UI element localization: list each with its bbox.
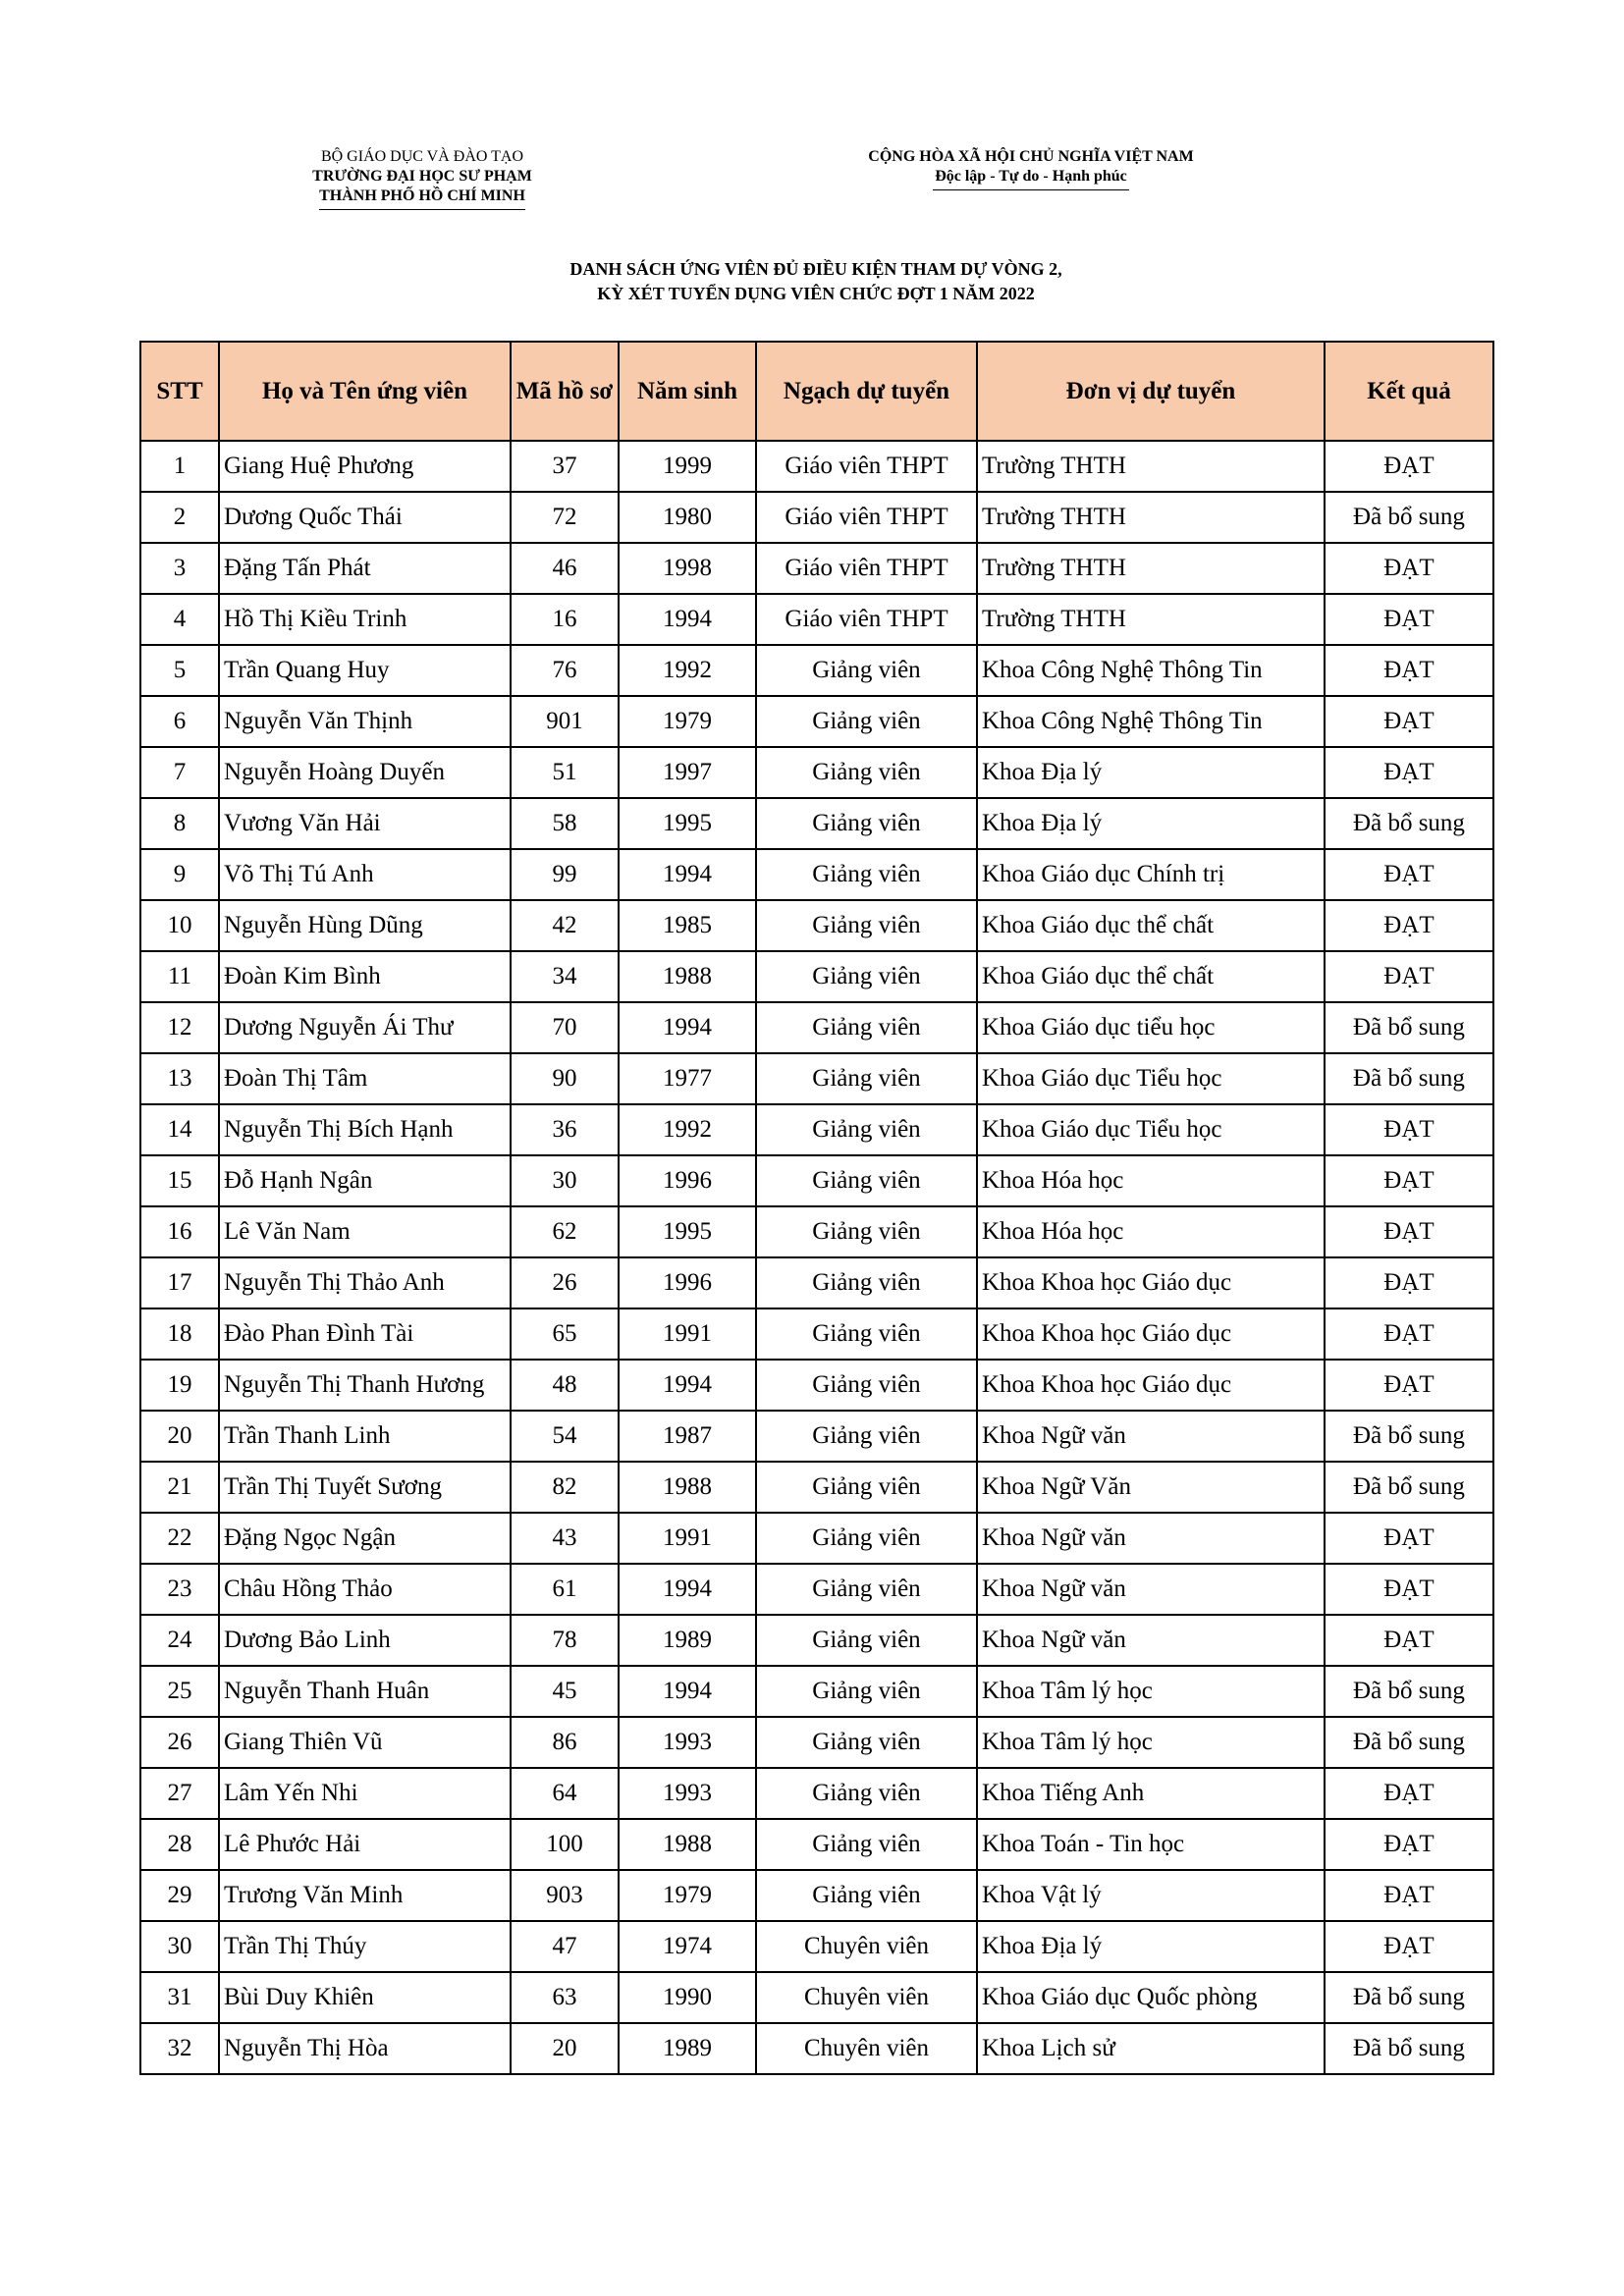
cell-unit: Khoa Giáo dục Tiểu học [977, 1104, 1325, 1155]
cell-stt: 26 [140, 1717, 219, 1768]
cell-file-code: 34 [511, 951, 619, 1002]
cell-position: Giảng viên [756, 1462, 977, 1513]
cell-name: Dương Nguyễn Ái Thư [219, 1002, 511, 1053]
cell-stt: 1 [140, 441, 219, 492]
cell-position: Chuyên viên [756, 2023, 977, 2074]
cell-birth-year: 1988 [619, 1819, 756, 1870]
cell-file-code: 48 [511, 1360, 619, 1411]
table-row [140, 1155, 1493, 1206]
cell-file-code: 65 [511, 1308, 619, 1360]
cell-file-code: 72 [511, 492, 619, 543]
cell-birth-year: 1998 [619, 543, 756, 594]
cell-stt: 12 [140, 1002, 219, 1053]
cell-result: Đã bổ sung [1325, 1411, 1493, 1462]
table-row [140, 645, 1493, 696]
cell-position: Giảng viên [756, 798, 977, 849]
cell-stt: 10 [140, 900, 219, 951]
cell-birth-year: 1993 [619, 1768, 756, 1819]
cell-file-code: 42 [511, 900, 619, 951]
cell-file-code: 58 [511, 798, 619, 849]
cell-result: ĐẠT [1325, 849, 1493, 900]
cell-stt: 11 [140, 951, 219, 1002]
cell-unit: Khoa Giáo dục Tiểu học [977, 1053, 1325, 1104]
cell-result: ĐẠT [1325, 1768, 1493, 1819]
cell-file-code: 54 [511, 1411, 619, 1462]
cell-unit: Trường THTH [977, 441, 1325, 492]
cell-unit: Trường THTH [977, 543, 1325, 594]
cell-unit: Khoa Địa lý [977, 747, 1325, 798]
cell-position: Giảng viên [756, 1002, 977, 1053]
cell-stt: 28 [140, 1819, 219, 1870]
cell-position: Giáo viên THPT [756, 594, 977, 645]
cell-unit: Khoa Ngữ văn [977, 1615, 1325, 1666]
cell-name: Nguyễn Hùng Dũng [219, 900, 511, 951]
cell-position: Giảng viên [756, 1206, 977, 1257]
cell-birth-year: 1994 [619, 1360, 756, 1411]
table-row [140, 951, 1493, 1002]
cell-position: Chuyên viên [756, 1921, 977, 1972]
table-row [140, 798, 1493, 849]
cell-unit: Khoa Ngữ văn [977, 1513, 1325, 1564]
cell-file-code: 26 [511, 1257, 619, 1308]
cell-position: Giảng viên [756, 1717, 977, 1768]
table-row [140, 1666, 1493, 1717]
cell-name: Nguyễn Hoàng Duyến [219, 747, 511, 798]
cell-birth-year: 1996 [619, 1155, 756, 1206]
cell-stt: 30 [140, 1921, 219, 1972]
cell-stt: 20 [140, 1411, 219, 1462]
table-row [140, 1360, 1493, 1411]
cell-file-code: 63 [511, 1972, 619, 2023]
cell-name: Dương Quốc Thái [219, 492, 511, 543]
cell-name: Đặng Tấn Phát [219, 543, 511, 594]
cell-unit: Khoa Địa lý [977, 1921, 1325, 1972]
cell-name: Trần Thị Tuyết Sương [219, 1462, 511, 1513]
cell-name: Giang Thiên Vũ [219, 1717, 511, 1768]
cell-birth-year: 1994 [619, 1666, 756, 1717]
cell-file-code: 78 [511, 1615, 619, 1666]
university-city: THÀNH PHỐ HỒ CHÍ MINH [319, 187, 525, 204]
table-row [140, 1053, 1493, 1104]
cell-result: ĐẠT [1325, 696, 1493, 747]
cell-file-code: 46 [511, 543, 619, 594]
table-row [140, 594, 1493, 645]
cell-position: Giáo viên THPT [756, 441, 977, 492]
cell-birth-year: 1995 [619, 1206, 756, 1257]
ministry-name: BỘ GIÁO DỤC VÀ ĐÀO TẠO [320, 148, 524, 165]
col-header-name: Họ và Tên ứng viên [219, 342, 511, 441]
cell-file-code: 62 [511, 1206, 619, 1257]
cell-position: Giảng viên [756, 1360, 977, 1411]
table-row [140, 1972, 1493, 2023]
national-motto: Độc lập - Tự do - Hạnh phúc [935, 168, 1127, 185]
table-row [140, 1257, 1493, 1308]
cell-file-code: 99 [511, 849, 619, 900]
cell-result: ĐẠT [1325, 900, 1493, 951]
cell-birth-year: 1990 [619, 1972, 756, 2023]
cell-result: ĐẠT [1325, 951, 1493, 1002]
candidate-table [139, 341, 1494, 2075]
cell-stt: 32 [140, 2023, 219, 2074]
table-row [140, 1615, 1493, 1666]
cell-birth-year: 1997 [619, 747, 756, 798]
cell-stt: 23 [140, 1564, 219, 1615]
table-row [140, 900, 1493, 951]
cell-result: ĐẠT [1325, 1921, 1493, 1972]
cell-stt: 17 [140, 1257, 219, 1308]
table-row [140, 1462, 1493, 1513]
cell-file-code: 20 [511, 2023, 619, 2074]
title-line-2: KỲ XÉT TUYỂN DỤNG VIÊN CHỨC ĐỢT 1 NĂM 2022 [597, 284, 1035, 303]
cell-name: Lê Phước Hải [219, 1819, 511, 1870]
cell-unit: Khoa Công Nghệ Thông Tin [977, 696, 1325, 747]
cell-result: ĐẠT [1325, 1819, 1493, 1870]
cell-position: Giảng viên [756, 951, 977, 1002]
cell-stt: 25 [140, 1666, 219, 1717]
cell-result: ĐẠT [1325, 1155, 1493, 1206]
cell-result: Đã bổ sung [1325, 1053, 1493, 1104]
cell-result: Đã bổ sung [1325, 1002, 1493, 1053]
cell-file-code: 61 [511, 1564, 619, 1615]
issuer-underline [319, 209, 525, 210]
cell-position: Giảng viên [756, 1308, 977, 1360]
cell-stt: 4 [140, 594, 219, 645]
table-row [140, 1002, 1493, 1053]
cell-unit: Khoa Hóa học [977, 1206, 1325, 1257]
motto-underline [933, 189, 1129, 190]
cell-file-code: 47 [511, 1921, 619, 1972]
cell-unit: Khoa Công Nghệ Thông Tin [977, 645, 1325, 696]
table-row [140, 1819, 1493, 1870]
cell-name: Võ Thị Tú Anh [219, 849, 511, 900]
cell-birth-year: 1994 [619, 849, 756, 900]
cell-position: Giảng viên [756, 1768, 977, 1819]
cell-birth-year: 1999 [619, 441, 756, 492]
cell-position: Giảng viên [756, 1870, 977, 1921]
cell-stt: 2 [140, 492, 219, 543]
cell-stt: 19 [140, 1360, 219, 1411]
table-row [140, 747, 1493, 798]
cell-stt: 18 [140, 1308, 219, 1360]
cell-result: ĐẠT [1325, 1308, 1493, 1360]
cell-birth-year: 1974 [619, 1921, 756, 1972]
cell-unit: Khoa Tâm lý học [977, 1666, 1325, 1717]
cell-stt: 3 [140, 543, 219, 594]
issuer-header [245, 147, 599, 210]
table-row [140, 1768, 1493, 1819]
cell-position: Giảng viên [756, 849, 977, 900]
cell-unit: Khoa Hóa học [977, 1155, 1325, 1206]
cell-result: ĐẠT [1325, 1360, 1493, 1411]
cell-birth-year: 1994 [619, 1002, 756, 1053]
cell-position: Chuyên viên [756, 1972, 977, 2023]
cell-unit: Trường THTH [977, 594, 1325, 645]
cell-file-code: 82 [511, 1462, 619, 1513]
cell-unit: Khoa Ngữ Văn [977, 1462, 1325, 1513]
cell-name: Đỗ Hạnh Ngân [219, 1155, 511, 1206]
table-row [140, 1104, 1493, 1155]
university-name: TRƯỜNG ĐẠI HỌC SƯ PHẠM [312, 168, 532, 185]
cell-position: Giảng viên [756, 1666, 977, 1717]
title-line-1: DANH SÁCH ỨNG VIÊN ĐỦ ĐIỀU KIỆN THAM DỰ VÒNG 2, [569, 259, 1062, 279]
cell-name: Nguyễn Thị Bích Hạnh [219, 1104, 511, 1155]
table-row [140, 441, 1493, 492]
table-row [140, 849, 1493, 900]
cell-unit: Khoa Lịch sử [977, 2023, 1325, 2074]
cell-result: ĐẠT [1325, 747, 1493, 798]
cell-result: ĐẠT [1325, 645, 1493, 696]
cell-birth-year: 1988 [619, 951, 756, 1002]
cell-position: Giảng viên [756, 1257, 977, 1308]
cell-birth-year: 1980 [619, 492, 756, 543]
cell-name: Đào Phan Đình Tài [219, 1308, 511, 1360]
cell-unit: Khoa Vật lý [977, 1870, 1325, 1921]
cell-unit: Khoa Địa lý [977, 798, 1325, 849]
cell-stt: 5 [140, 645, 219, 696]
cell-birth-year: 1992 [619, 1104, 756, 1155]
cell-result: Đã bổ sung [1325, 1462, 1493, 1513]
cell-position: Giảng viên [756, 1155, 977, 1206]
cell-birth-year: 1994 [619, 594, 756, 645]
cell-name: Giang Huệ Phương [219, 441, 511, 492]
cell-birth-year: 1977 [619, 1053, 756, 1104]
cell-name: Trần Quang Huy [219, 645, 511, 696]
cell-result: Đã bổ sung [1325, 2023, 1493, 2074]
cell-position: Giảng viên [756, 1819, 977, 1870]
cell-result: ĐẠT [1325, 1206, 1493, 1257]
cell-result: Đã bổ sung [1325, 1972, 1493, 2023]
cell-name: Nguyễn Thị Hòa [219, 2023, 511, 2074]
cell-birth-year: 1987 [619, 1411, 756, 1462]
cell-name: Nguyễn Thị Thanh Hương [219, 1360, 511, 1411]
cell-birth-year: 1979 [619, 1870, 756, 1921]
cell-unit: Khoa Toán - Tin học [977, 1819, 1325, 1870]
cell-position: Giảng viên [756, 1564, 977, 1615]
cell-birth-year: 1989 [619, 2023, 756, 2074]
cell-position: Giảng viên [756, 1615, 977, 1666]
cell-stt: 15 [140, 1155, 219, 1206]
cell-unit: Khoa Tiếng Anh [977, 1768, 1325, 1819]
cell-unit: Khoa Giáo dục Quốc phòng [977, 1972, 1325, 2023]
cell-name: Bùi Duy Khiên [219, 1972, 511, 2023]
table-row [140, 1870, 1493, 1921]
table-row [140, 696, 1493, 747]
cell-unit: Khoa Khoa học Giáo dục [977, 1257, 1325, 1308]
cell-result: ĐẠT [1325, 1513, 1493, 1564]
cell-result: ĐẠT [1325, 1870, 1493, 1921]
table-row [140, 1717, 1493, 1768]
cell-birth-year: 1995 [619, 798, 756, 849]
col-header-file-code: Mã hồ sơ [511, 342, 619, 441]
cell-file-code: 90 [511, 1053, 619, 1104]
cell-file-code: 100 [511, 1819, 619, 1870]
cell-unit: Khoa Giáo dục thể chất [977, 951, 1325, 1002]
cell-file-code: 86 [511, 1717, 619, 1768]
cell-birth-year: 1996 [619, 1257, 756, 1308]
table-row [140, 1513, 1493, 1564]
cell-result: ĐẠT [1325, 441, 1493, 492]
cell-name: Trần Thanh Linh [219, 1411, 511, 1462]
cell-name: Nguyễn Thanh Huân [219, 1666, 511, 1717]
cell-birth-year: 1988 [619, 1462, 756, 1513]
cell-position: Giảng viên [756, 645, 977, 696]
cell-result: ĐẠT [1325, 1257, 1493, 1308]
cell-unit: Khoa Khoa học Giáo dục [977, 1308, 1325, 1360]
national-header [825, 147, 1237, 190]
cell-unit: Khoa Giáo dục thể chất [977, 900, 1325, 951]
table-row [140, 1564, 1493, 1615]
cell-position: Giảng viên [756, 696, 977, 747]
cell-name: Vương Văn Hải [219, 798, 511, 849]
cell-name: Trương Văn Minh [219, 1870, 511, 1921]
cell-name: Dương Bảo Linh [219, 1615, 511, 1666]
table-header-row [140, 342, 1493, 441]
cell-unit: Khoa Khoa học Giáo dục [977, 1360, 1325, 1411]
cell-result: Đã bổ sung [1325, 492, 1493, 543]
col-header-unit: Đơn vị dự tuyển [977, 342, 1325, 441]
cell-name: Châu Hồng Thảo [219, 1564, 511, 1615]
table-row [140, 1921, 1493, 1972]
cell-position: Giảng viên [756, 1513, 977, 1564]
cell-result: ĐẠT [1325, 1615, 1493, 1666]
col-header-result: Kết quả [1325, 342, 1493, 441]
cell-name: Hồ Thị Kiều Trinh [219, 594, 511, 645]
cell-stt: 24 [140, 1615, 219, 1666]
cell-position: Giáo viên THPT [756, 492, 977, 543]
cell-name: Lâm Yến Nhi [219, 1768, 511, 1819]
cell-file-code: 37 [511, 441, 619, 492]
table-row [140, 1411, 1493, 1462]
cell-file-code: 903 [511, 1870, 619, 1921]
table-row [140, 543, 1493, 594]
cell-birth-year: 1993 [619, 1717, 756, 1768]
document-title [139, 257, 1492, 306]
cell-birth-year: 1991 [619, 1513, 756, 1564]
cell-file-code: 36 [511, 1104, 619, 1155]
table-row [140, 1308, 1493, 1360]
cell-file-code: 43 [511, 1513, 619, 1564]
cell-name: Trần Thị Thúy [219, 1921, 511, 1972]
table-row [140, 2023, 1493, 2074]
cell-name: Lê Văn Nam [219, 1206, 511, 1257]
cell-file-code: 45 [511, 1666, 619, 1717]
cell-result: ĐẠT [1325, 1104, 1493, 1155]
cell-birth-year: 1991 [619, 1308, 756, 1360]
cell-file-code: 30 [511, 1155, 619, 1206]
cell-unit: Trường THTH [977, 492, 1325, 543]
cell-name: Đoàn Thị Tâm [219, 1053, 511, 1104]
cell-stt: 14 [140, 1104, 219, 1155]
cell-stt: 21 [140, 1462, 219, 1513]
cell-result: ĐẠT [1325, 594, 1493, 645]
cell-result: Đã bổ sung [1325, 1717, 1493, 1768]
cell-unit: Khoa Giáo dục tiểu học [977, 1002, 1325, 1053]
cell-stt: 7 [140, 747, 219, 798]
cell-stt: 9 [140, 849, 219, 900]
cell-unit: Khoa Ngữ văn [977, 1564, 1325, 1615]
cell-birth-year: 1989 [619, 1615, 756, 1666]
cell-name: Nguyễn Văn Thịnh [219, 696, 511, 747]
cell-stt: 22 [140, 1513, 219, 1564]
cell-birth-year: 1992 [619, 645, 756, 696]
cell-file-code: 76 [511, 645, 619, 696]
col-header-position: Ngạch dự tuyển [756, 342, 977, 441]
cell-position: Giảng viên [756, 1411, 977, 1462]
cell-name: Đặng Ngọc Ngận [219, 1513, 511, 1564]
cell-birth-year: 1994 [619, 1564, 756, 1615]
cell-result: Đã bổ sung [1325, 798, 1493, 849]
cell-result: ĐẠT [1325, 1564, 1493, 1615]
cell-stt: 31 [140, 1972, 219, 2023]
cell-unit: Khoa Giáo dục Chính trị [977, 849, 1325, 900]
cell-file-code: 64 [511, 1768, 619, 1819]
col-header-stt: STT [140, 342, 219, 441]
cell-position: Giảng viên [756, 900, 977, 951]
cell-stt: 6 [140, 696, 219, 747]
cell-position: Giảng viên [756, 747, 977, 798]
cell-birth-year: 1985 [619, 900, 756, 951]
cell-name: Nguyễn Thị Thảo Anh [219, 1257, 511, 1308]
cell-stt: 16 [140, 1206, 219, 1257]
cell-stt: 13 [140, 1053, 219, 1104]
cell-result: ĐẠT [1325, 543, 1493, 594]
cell-birth-year: 1979 [619, 696, 756, 747]
table-row [140, 492, 1493, 543]
cell-position: Giáo viên THPT [756, 543, 977, 594]
table-body [140, 441, 1493, 2074]
cell-result: Đã bổ sung [1325, 1666, 1493, 1717]
cell-name: Đoàn Kim Bình [219, 951, 511, 1002]
cell-unit: Khoa Ngữ văn [977, 1411, 1325, 1462]
cell-stt: 8 [140, 798, 219, 849]
cell-file-code: 901 [511, 696, 619, 747]
cell-stt: 27 [140, 1768, 219, 1819]
cell-position: Giảng viên [756, 1104, 977, 1155]
cell-stt: 29 [140, 1870, 219, 1921]
cell-file-code: 16 [511, 594, 619, 645]
col-header-birth-year: Năm sinh [619, 342, 756, 441]
table-row [140, 1206, 1493, 1257]
cell-file-code: 70 [511, 1002, 619, 1053]
cell-unit: Khoa Tâm lý học [977, 1717, 1325, 1768]
country-name: CỘNG HÒA XÃ HỘI CHỦ NGHĨA VIỆT NAM [868, 148, 1194, 165]
cell-position: Giảng viên [756, 1053, 977, 1104]
cell-file-code: 51 [511, 747, 619, 798]
